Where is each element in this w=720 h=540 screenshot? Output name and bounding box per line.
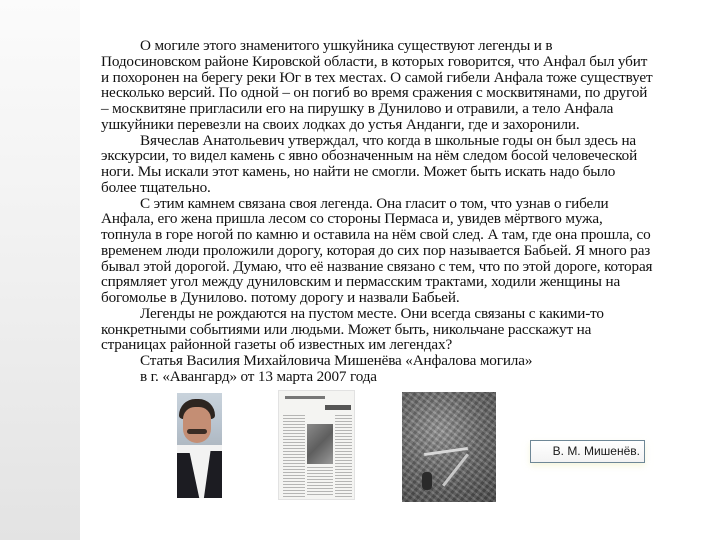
newspaper-headline [325, 405, 351, 410]
paragraph-1-line: Подосиновском районе Кировской области, в которых говорится, что Анфал был убит [101, 52, 648, 70]
newspaper-photo [307, 424, 333, 464]
paragraph-3-line: топнула в горе ногой по камню и оставила на нём свой след. А там, где она прошла, со [101, 226, 651, 243]
paragraph-3-line: спрямляет угол между дуниловским и пермасским трактами, ходили женщины на [101, 273, 621, 291]
author-caption: В. М. Мишенёв. [530, 440, 645, 463]
footprint-stone-photo [402, 392, 496, 502]
portrait-mustache [187, 429, 207, 434]
paragraph-2-line: более тщательно. [101, 178, 211, 196]
stone-groove [442, 453, 469, 486]
newspaper-column [283, 415, 305, 497]
paragraph-3-line: богомолье в Дунилово. потому дорогу и назвали Бабьей. [101, 289, 460, 306]
paragraph-3-line: Анфала, его жена пришла лесом со стороны Пермаса и, увидев мёртвого мужа, [101, 210, 603, 228]
paragraph-3-line: временем люди проложили дорогу, которая до сих пор называется Бабьей. Я много раз [101, 241, 651, 259]
source-citation: Статья Василия Михайловича Мишенёва «Анфалова могила» [140, 352, 533, 369]
paragraph-2-line: Вячеслав Анатольевич утверждал, что когда в школьные годы он был здесь на [140, 131, 637, 149]
paragraph-1-line: и похоронен на берегу реки Юг в тех местах. О самой гибели Анфала тоже существует [101, 68, 653, 86]
paragraph-1-line: ушкуйники перевезли на своих лодках до устья Анданги, где и захоронили. [101, 115, 580, 133]
stone-groove [424, 447, 468, 456]
newspaper-column [335, 415, 352, 497]
paragraph-4-line: Легенды не рождаются на пустом месте. Они всегда связаны с какими-то [140, 304, 604, 322]
author-portrait-photo [177, 393, 222, 498]
paragraph-2-line: ноги. Мы искали этот камень, но найти не смогли. Может быть искать надо было [101, 163, 616, 180]
paragraph-3-line: С этим камнем связана своя легенда. Она гласит о том, что узнав о гибели [140, 194, 609, 212]
newspaper-column [307, 467, 333, 497]
left-gradient-band [0, 0, 80, 540]
footprint-mark [422, 472, 432, 490]
portrait-face [183, 407, 211, 443]
article-text [101, 38, 687, 385]
paragraph-4-line: страницах районной газеты об известных им легендах? [101, 336, 453, 354]
newspaper-clipping-image [278, 390, 355, 500]
paragraph-1-line: – москвитяне пригласили его на пирушку в Дунилово и отравили, а тело Анфала [101, 100, 614, 117]
source-citation-date: в г. «Авангард» от 13 марта 2007 года [140, 367, 377, 385]
paragraph-4-line: конкретными событиями или людьми. Может быть, никольчане расскажут на [101, 320, 592, 338]
newspaper-masthead [285, 396, 325, 399]
paragraph-1-line: О могиле этого знаменитого ушкуйника существуют легенды и в [140, 37, 553, 54]
paragraph-1-line: несколько версий. По одной – он погиб во время сражения с москвитянами, по другой [101, 84, 648, 102]
paragraph-2-line: экскурсии, то видел камень с явно обозначенным на нём следом босой человеческой [101, 147, 638, 165]
paragraph-3-line: бывал этой дорогой. Думаю, что её название связано с тем, что по этой дороге, которая [101, 257, 653, 275]
